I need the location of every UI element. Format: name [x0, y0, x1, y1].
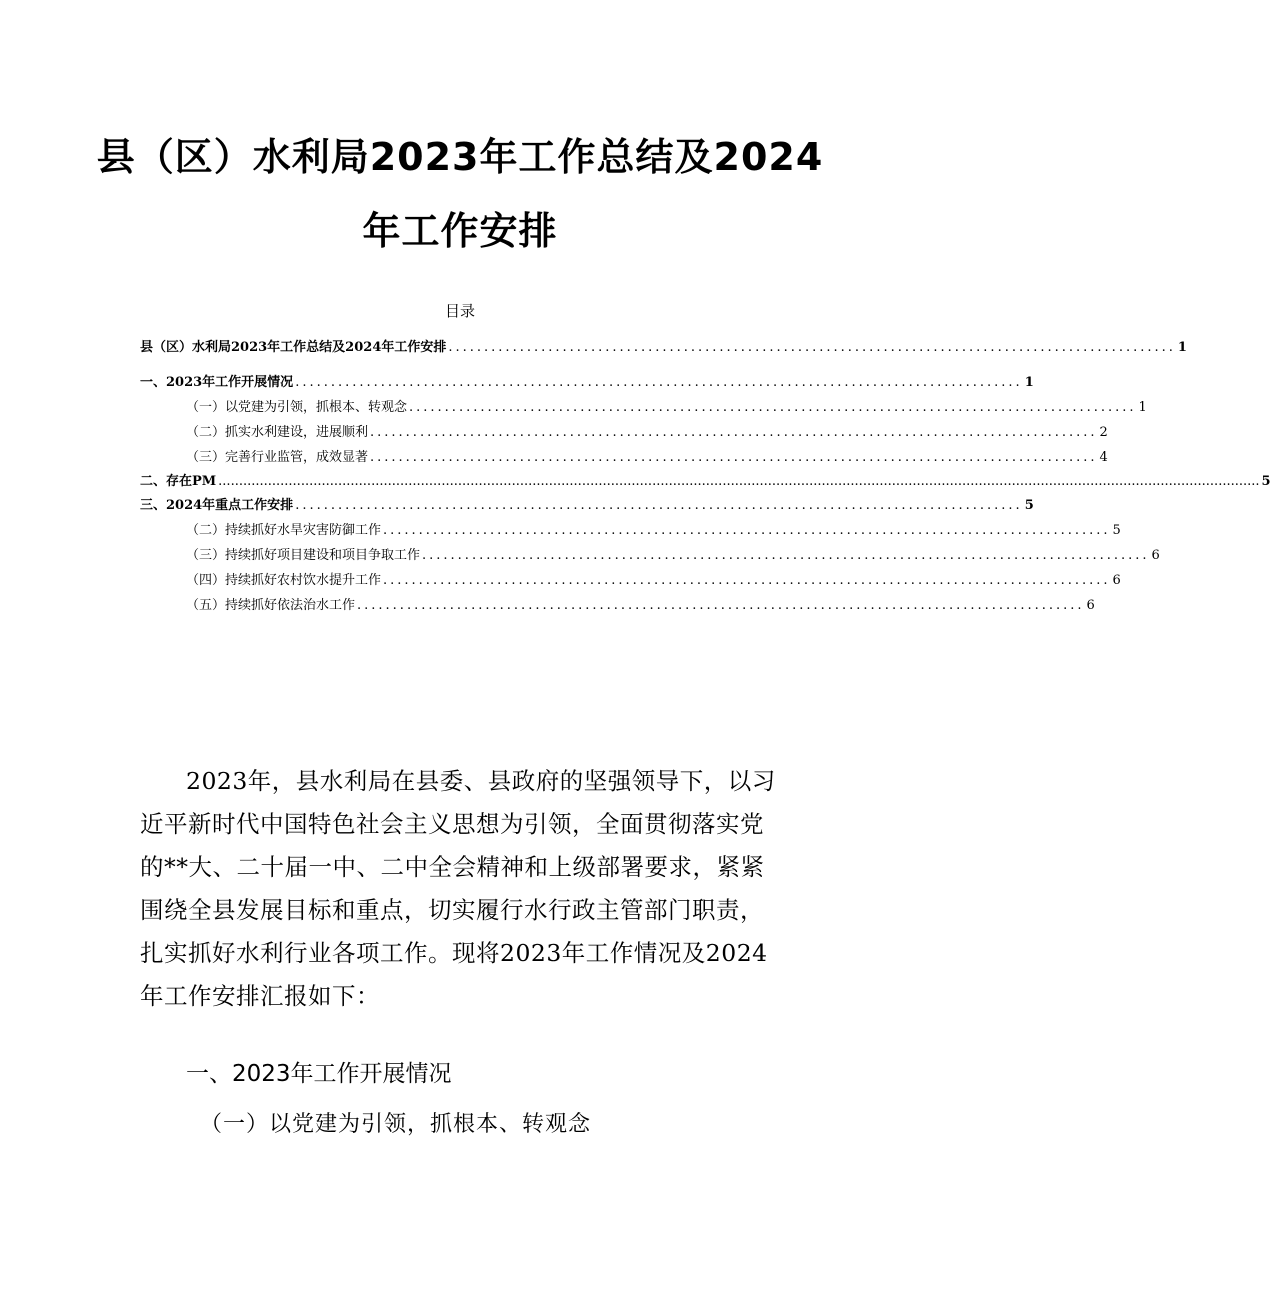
toc-entry[interactable]	[186, 400, 1147, 416]
toc-leader-dots: ......................................................................................................	[422, 548, 1150, 563]
document-title-line-1: 县（区）水利局2023年工作总结及2024	[96, 135, 824, 179]
toc-entry-page: 1	[1024, 375, 1034, 390]
toc-entry-label: （二）持续抓好水旱灾害防御工作	[186, 523, 382, 538]
toc-entry[interactable]	[140, 375, 1034, 391]
toc-leader-dots: ......................................................................................................	[370, 425, 1098, 440]
toc-entry-page: 1	[1138, 400, 1147, 415]
toc-entry-page: 6	[1112, 573, 1121, 588]
subsection-heading: （一）以党建为引领，抓根本、转观念	[200, 1112, 592, 1137]
toc-entry[interactable]	[140, 498, 1034, 514]
toc-entry-page: 1	[1177, 340, 1187, 355]
toc-entry-label: 一、2023年工作开展情况	[140, 375, 294, 390]
toc-entry-page: 5	[1112, 523, 1121, 538]
toc-entry-page: 4	[1099, 450, 1108, 465]
document-title-line-2: 年工作安排	[362, 209, 558, 253]
toc-entry-label: （五）持续抓好依法治水工作	[186, 598, 356, 613]
toc-entry[interactable]	[186, 548, 1160, 564]
toc-leader-dots: ......................................................................................................	[448, 340, 1176, 355]
intro-paragraph-text: 2023年，县水利局在县委、县政府的坚强领导下，以习近平新时代中国特色社会主义思想为引领，全面贯彻落实党的**大、二十届一中、二中全会精神和上级部署要求，紧紧围绕全县发展目标和重点，切实履行水行政主管部门职责，扎实抓好水利行业各项工作。现将2023年工作情况及2024年工作安排汇报如下：	[140, 767, 776, 1010]
toc-entry-label: （一）以党建为引领，抓根本、转观念	[186, 400, 408, 415]
toc-entry[interactable]	[186, 598, 1095, 614]
toc-entry-label: （三）持续抓好项目建设和项目争取工作	[186, 548, 421, 563]
section-heading: 一、2023年工作开展情况	[186, 1061, 452, 1087]
toc-entry-label: 二、存在PM	[140, 474, 217, 489]
toc-entry-label: （四）持续抓好农村饮水提升工作	[186, 573, 382, 588]
intro-paragraph	[140, 760, 780, 1018]
toc-entry-label: 三、2024年重点工作安排	[140, 498, 294, 513]
toc-leader-dots: ......................................................................................................	[383, 573, 1111, 588]
toc-entry-label: （三）完善行业监管，成效显著	[186, 450, 369, 465]
toc-entry-page: 5	[1024, 498, 1034, 513]
toc-entry-page: 6	[1086, 598, 1095, 613]
toc-entry-page: 2	[1099, 425, 1108, 440]
toc-heading: 目录	[444, 302, 475, 320]
toc-leader-dots: ......................................................................................................	[295, 375, 1023, 390]
toc-leader-dots: ............................................................................................................................................................................................................................................................	[218, 474, 1260, 489]
toc-entry[interactable]	[186, 573, 1121, 589]
toc-leader-dots: ......................................................................................................	[357, 598, 1085, 613]
toc-entry[interactable]	[140, 474, 1271, 490]
toc-entry-label: 县（区）水利局2023年工作总结及2024年工作安排	[140, 340, 447, 355]
toc-entry-label: （二）抓实水利建设，进展顺利	[186, 425, 369, 440]
toc-leader-dots: ......................................................................................................	[370, 450, 1098, 465]
toc-entry[interactable]	[140, 340, 1187, 356]
toc-entry-page: 6	[1151, 548, 1160, 563]
toc-entry[interactable]	[186, 425, 1108, 441]
toc-entry[interactable]	[186, 523, 1121, 539]
toc-leader-dots: ......................................................................................................	[383, 523, 1111, 538]
toc-leader-dots: ......................................................................................................	[295, 498, 1023, 513]
toc-entry-page: 5	[1261, 474, 1271, 489]
toc-leader-dots: ......................................................................................................	[409, 400, 1137, 415]
toc-entry[interactable]	[186, 450, 1108, 466]
